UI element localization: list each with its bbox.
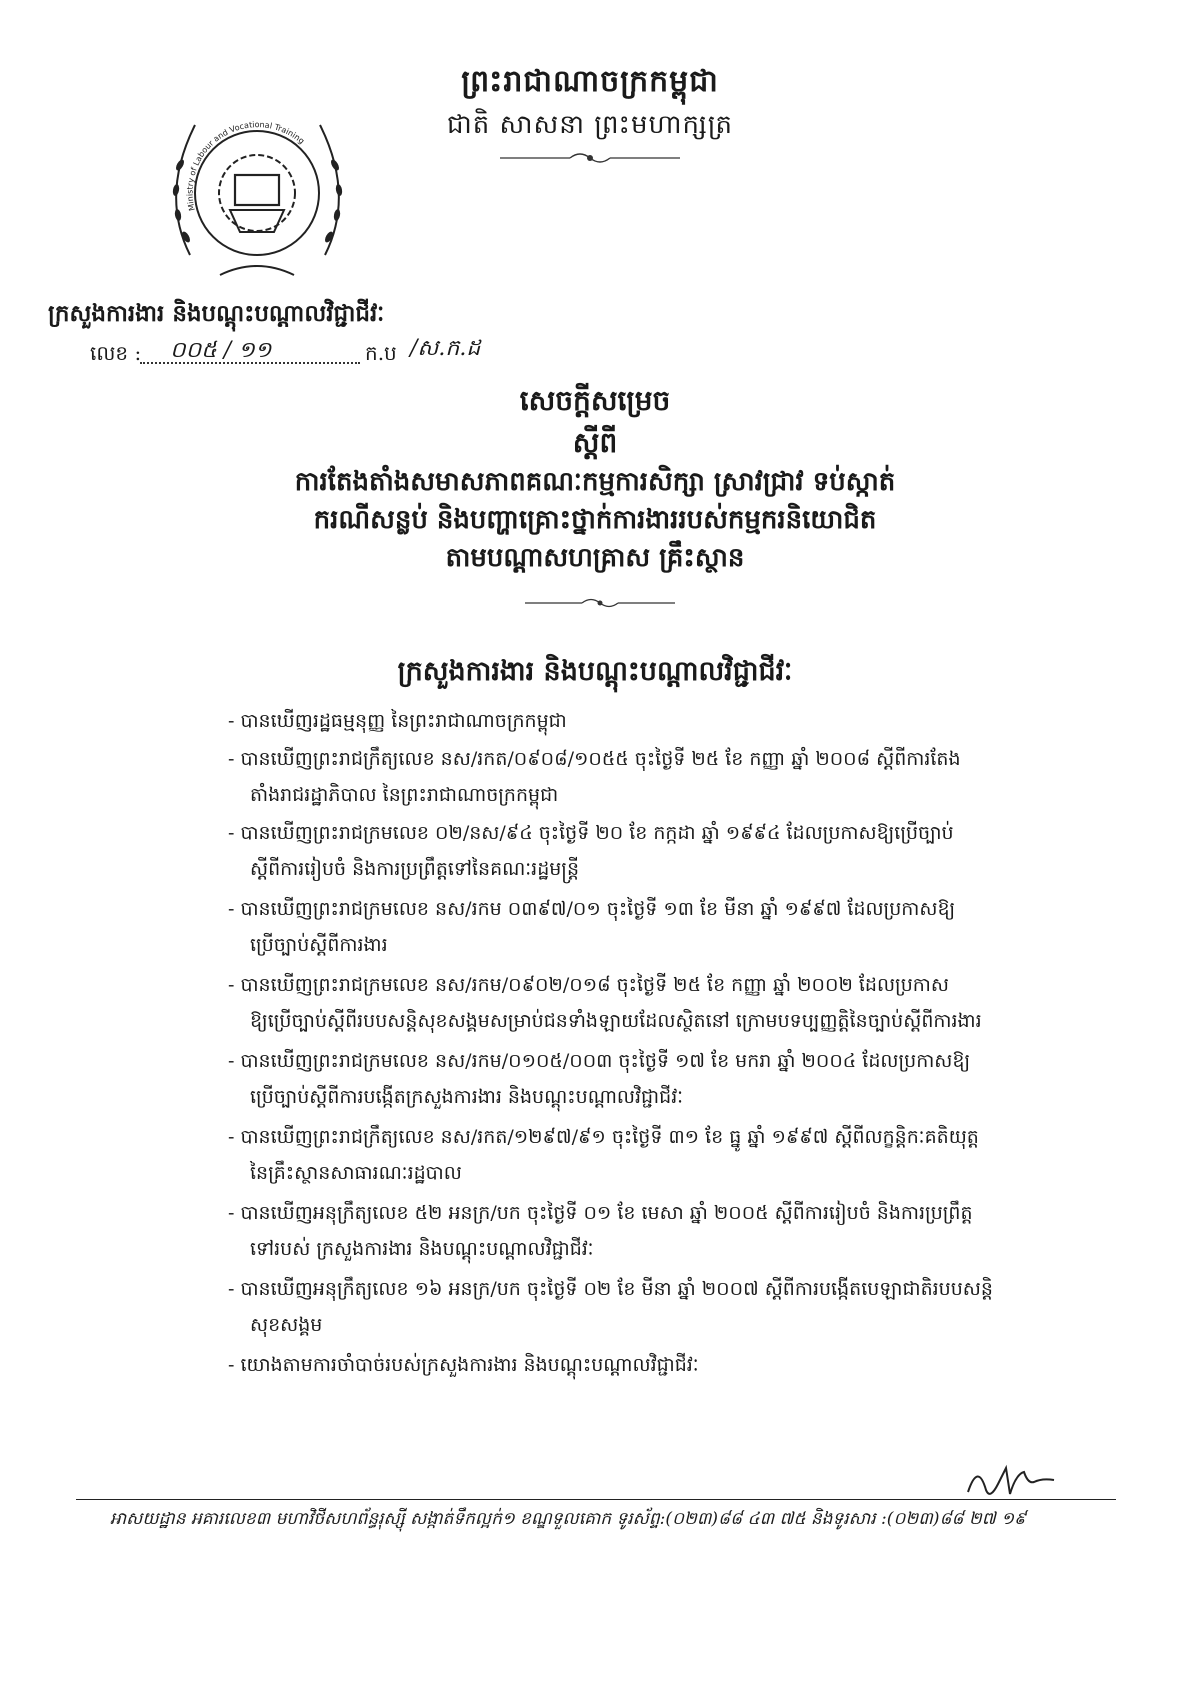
clause-5-line-1: - បានឃើញព្រះរាជក្រមលេខ នស/រកម/០៩០២/០១៨ ចុះថ្ងៃទី ២៥ ខែ កញ្ញា ឆ្នាំ ២០០២ ដែលប្រកាស <box>228 974 949 996</box>
document-title: សេចក្តីសម្រេច <box>519 384 671 417</box>
clause-3-line-1: - បានឃើញព្រះរាជក្រមលេខ ០២/នស/៩៤ ចុះថ្ងៃទី ២០ ខែ កក្កដា ឆ្នាំ ១៩៩៤ ដែលប្រកាសឱ្យប្រើច្បាប់ <box>228 822 954 844</box>
clause-8-line-2: ទៅរបស់ ក្រសួងការងារ និងបណ្តុះបណ្តាលវិជ្ជាជីវៈ <box>250 1238 594 1260</box>
clause-8-line-1: - បានឃើញអនុក្រឹត្យលេខ ៥២ អនក្រ/បក ចុះថ្ងៃទី ០១ ខែ មេសា ឆ្នាំ ២០០៥ ស្តីពីការរៀបចំ និងការប្រព្រឹត្ត <box>228 1202 973 1224</box>
reference-number: ០០៥ / ១១ <box>170 338 272 363</box>
clause-7-line-2: នៃគ្រឹះស្ថានសាធារណៈរដ្ឋបាល <box>250 1162 462 1184</box>
subject-line-1: ការតែងតាំងសមាសភាពគណៈកម្មការសិក្សា ស្រាវជ្រាវ ទប់ស្កាត់ <box>294 467 896 497</box>
subject-line-3: តាមបណ្តាសហគ្រាស គ្រឹះស្ថាន <box>445 543 745 573</box>
seal-caption: Ministry of Labour and Vocational Training <box>185 120 307 212</box>
clause-5-line-2: ឱ្យប្រើច្បាប់ស្តីពីរបបសន្តិសុខសង្គមសម្រាប់ជនទាំងឡាយដែលស្ថិតនៅ ក្រោមបទប្បញ្ញត្តិនៃច្បាប់ស្តីពីការងារ <box>250 1010 982 1032</box>
title-ornament <box>520 596 680 610</box>
clause-2-line-2: តាំងរាជរដ្ឋាភិបាល នៃព្រះរាជាណាចក្រកម្ពុជា <box>250 784 559 806</box>
preamble-heading: ក្រសួងការងារ និងបណ្តុះបណ្តាលវិជ្ជាជីវៈ <box>397 656 793 687</box>
clause-9-line-2: សុខសង្គម <box>250 1314 323 1336</box>
reference-code: /ស.ក.ដ <box>410 336 481 361</box>
subject-line-2: ករណីសន្លប់ និងបញ្ហាគ្រោះថ្នាក់ការងាររបស់កម្មករនិយោជិត <box>313 505 877 535</box>
national-motto: ជាតិ សាសនា ព្រះមហាក្សត្រ <box>447 110 733 140</box>
clause-10-line-1: - យោងតាមការចាំបាច់របស់ក្រសួងការងារ និងបណ្តុះបណ្តាលវិជ្ជាជីវៈ <box>228 1354 699 1376</box>
kingdom-title: ព្រះរាជាណាចក្រកម្ពុជា <box>461 64 719 99</box>
clause-6-line-2: ប្រើច្បាប់ស្តីពីការបង្កើតក្រសួងការងារ និងបណ្តុះបណ្តាលវិជ្ជាជីវៈ <box>250 1086 684 1108</box>
footer-rule <box>76 1499 1116 1500</box>
title-about: ស្តីពី <box>572 426 618 459</box>
issuing-ministry: ក្រសួងការងារ និងបណ្តុះបណ្តាលវិជ្ជាជីវៈ <box>48 300 385 327</box>
clause-2-line-1: - បានឃើញព្រះរាជក្រឹត្យលេខ នស/រកត/០៩០៨/១០៥៥ ចុះថ្ងៃទី ២៥ ខែ កញ្ញា ឆ្នាំ ២០០៨ ស្តីពីការតែង <box>228 748 961 770</box>
clause-9-line-1: - បានឃើញអនុក្រឹត្យលេខ ១៦ អនក្រ/បក ចុះថ្ងៃទី ០២ ខែ មីនា ឆ្នាំ ២០០៧ ស្តីពីការបង្កើតបេឡាជាតិរបបសន្តិ <box>228 1278 993 1300</box>
clause-7-line-1: - បានឃើញព្រះរាជក្រឹត្យលេខ នស/រកត/១២៩៧/៩១ ចុះថ្ងៃទី ៣១ ខែ ធ្នូ ឆ្នាំ ១៩៩៧ ស្តីពីលក្ខន្តិកៈគតិយុត្ត <box>228 1126 979 1148</box>
header-ornament <box>490 150 690 166</box>
handwritten-initials <box>960 1452 1070 1502</box>
reference-number-line <box>80 336 530 370</box>
footer-address: អាសយដ្ឋាន អគារលេខ៣ មហាវិថីសហព័ន្ធរុស្ស៊ី សង្កាត់ទឹកល្អក់១ ខណ្ឌទួលគោក ទូរស័ព្ទ:(០២៣)៨៨ ៤៣ ៧៥ និងទូរសារ :(០២៣)៨៨ ២៧ ១៩ <box>110 1509 1027 1529</box>
svg-text:Ministry of Labour and Vocatio <box>185 120 306 212</box>
ministry-seal-logo <box>150 85 365 300</box>
reference-label: លេខ : <box>90 341 142 365</box>
clause-4-line-1: - បានឃើញព្រះរាជក្រមលេខ នស/រកម ០៣៩៧/០១ ចុះថ្ងៃទី ១៣ ខែ មីនា ឆ្នាំ ១៩៩៧ ដែលប្រកាសឱ្យ <box>228 898 956 920</box>
clause-1-line-1: - បានឃើញរដ្ឋធម្មនុញ្ញ នៃព្រះរាជាណាចក្រកម្ពុជា <box>228 710 567 732</box>
reference-middle: ក.ប <box>365 341 397 365</box>
clause-6-line-1: - បានឃើញព្រះរាជក្រមលេខ នស/រកម/០១០៥/០០៣ ចុះថ្ងៃទី ១៧ ខែ មករា ឆ្នាំ ២០០៤ ដែលប្រកាសឱ្យ <box>228 1050 971 1072</box>
clause-3-line-2: ស្តីពីការរៀបចំ និងការប្រព្រឹត្តទៅនៃគណៈរដ្ឋមន្ត្រី <box>250 858 580 880</box>
clause-4-line-2: ប្រើច្បាប់ស្តីពីការងារ <box>250 934 388 956</box>
